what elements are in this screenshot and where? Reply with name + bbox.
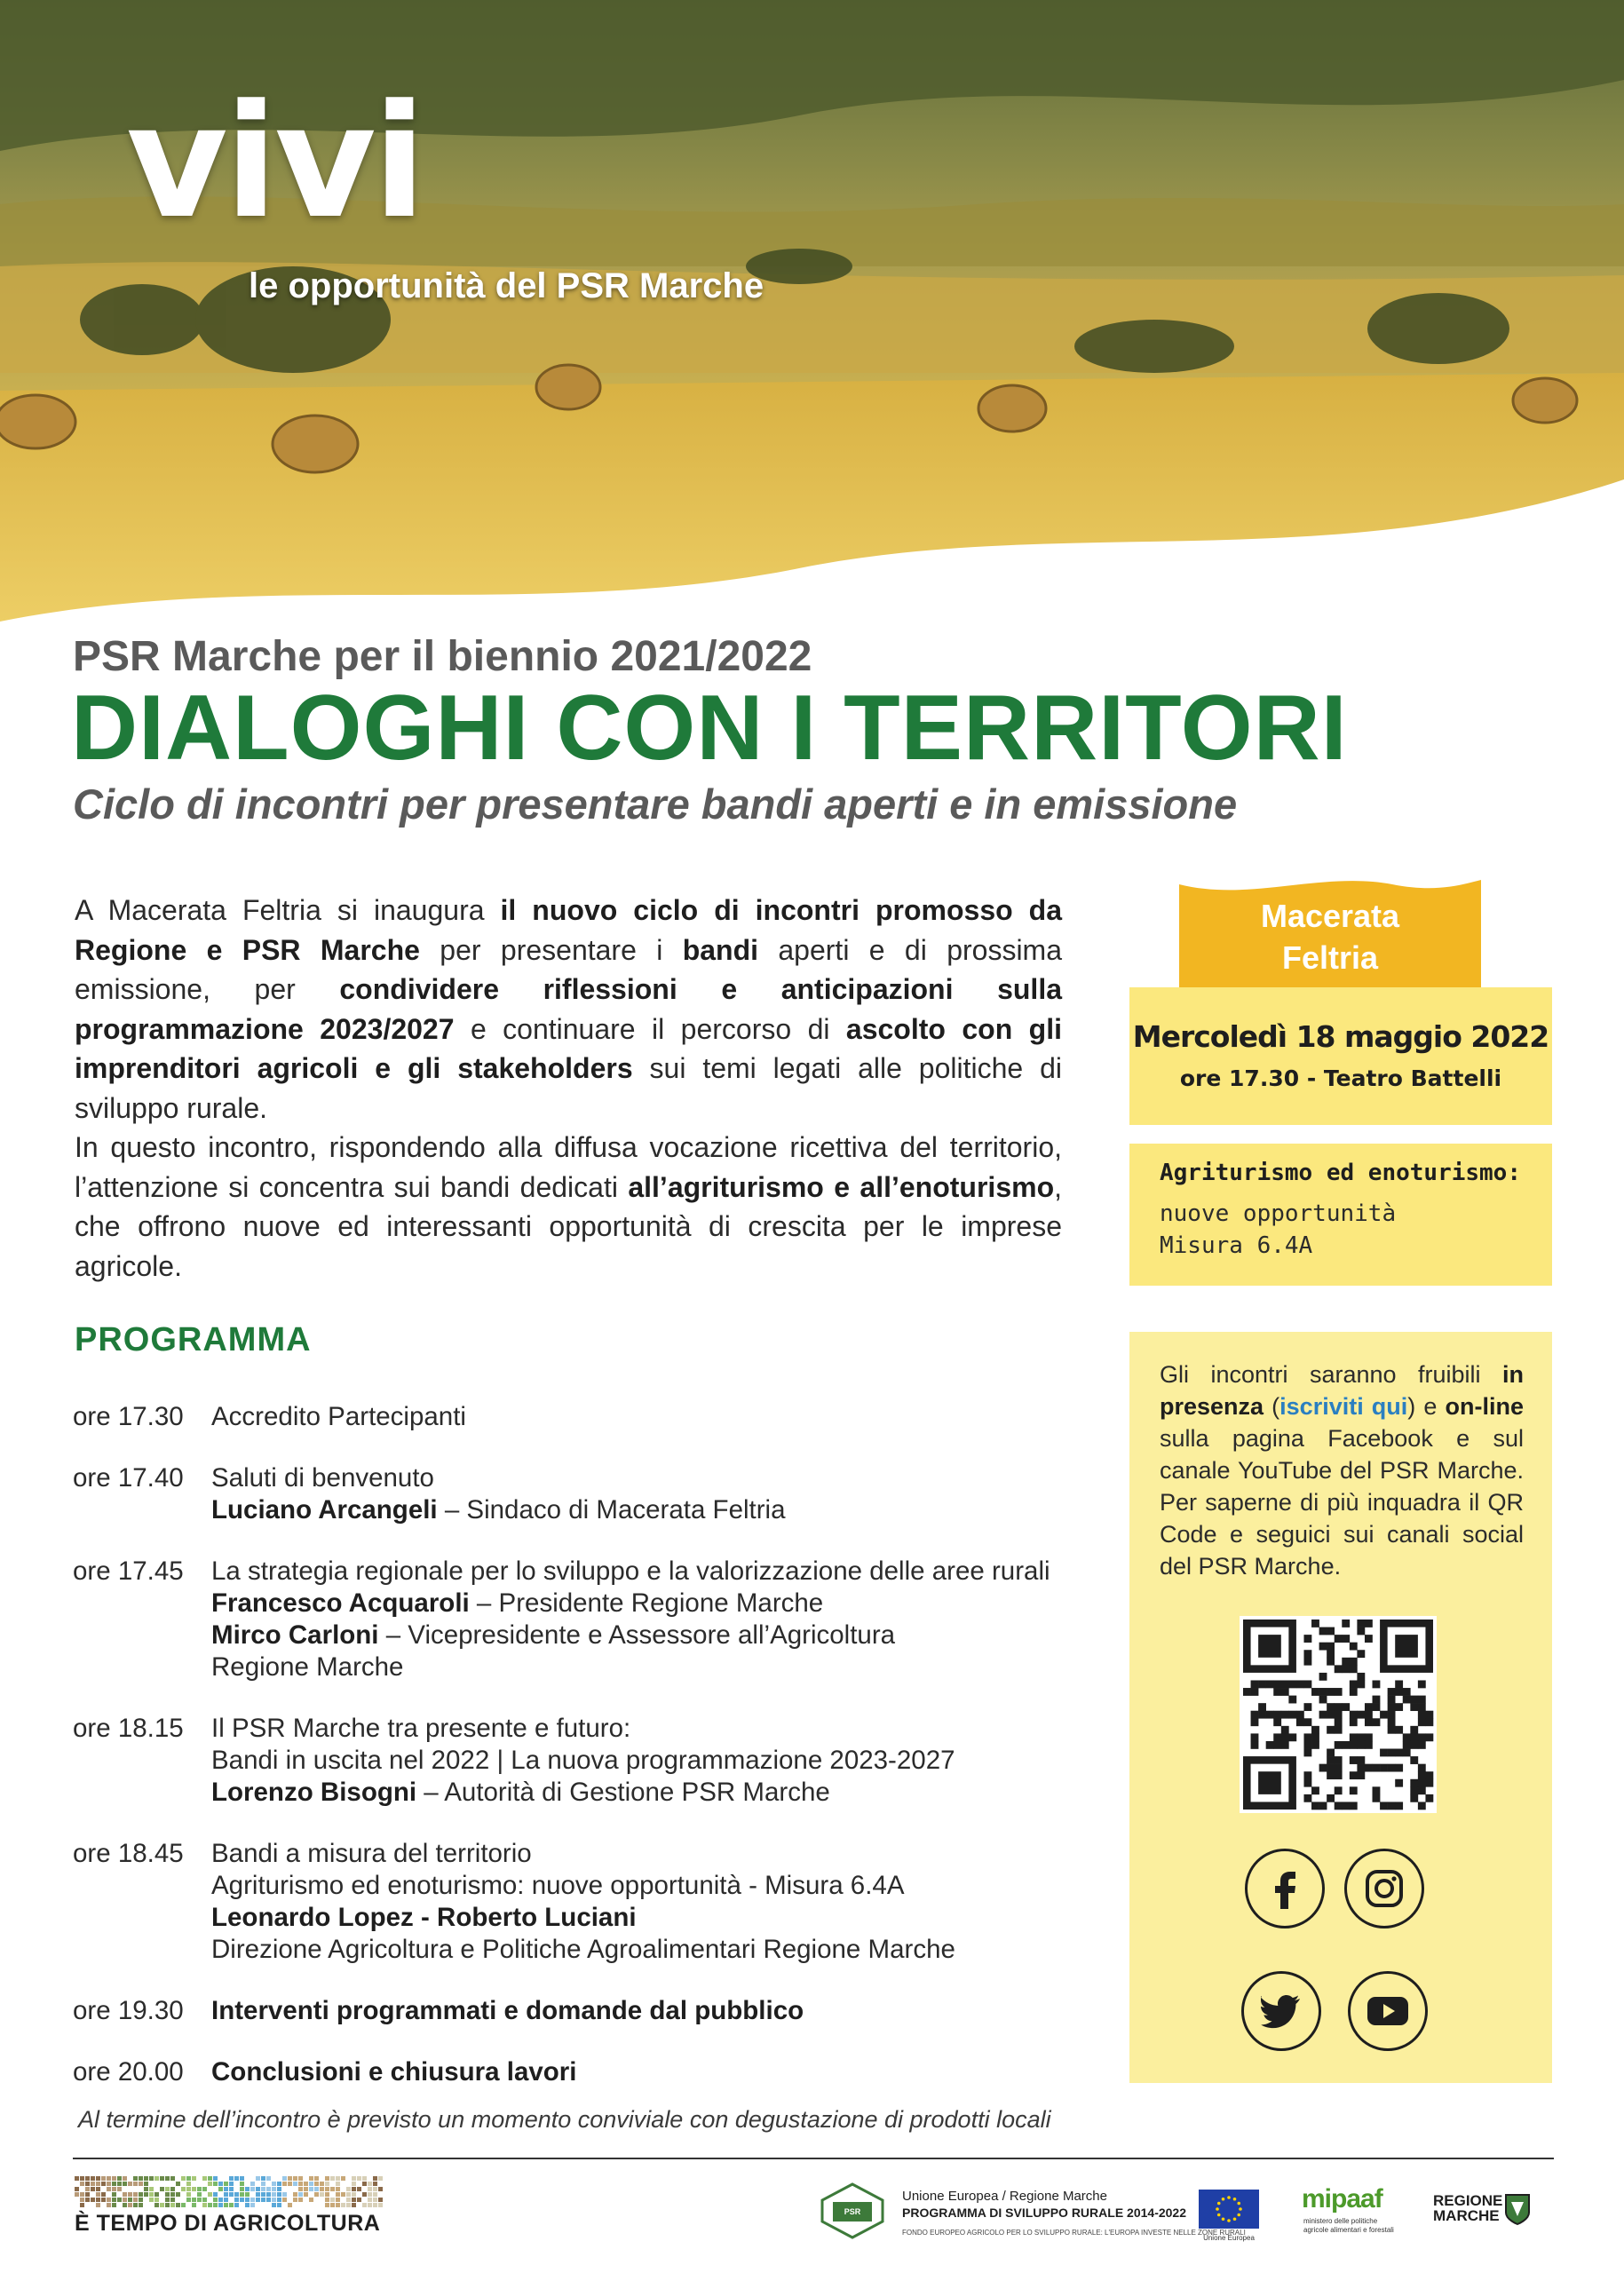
brand-vivi-logo: vivi <box>126 71 424 253</box>
footer-slogan: È TEMPO DI AGRICOLTURA <box>75 2211 381 2236</box>
instagram-button[interactable] <box>1344 1849 1424 1928</box>
schedule-time: ore 19.30 <box>73 1996 184 2025</box>
psr-marche-logo <box>820 2182 884 2239</box>
intro-p2-run-2: , che offrono nuove ed interessanti opportunità di crescita per le imprese agricole. <box>75 1170 1063 1282</box>
schedule-row <box>73 1556 1121 1683</box>
schedule-line: Conclusioni e chiusura lavori <box>211 2057 577 2087</box>
intro-p1-run-5: condividere riflessioni e anticipazioni sulla programmazione 2023/2027 <box>75 973 1062 1045</box>
top-subtitle: PSR Marche per il biennio 2021/2022 <box>73 633 812 680</box>
speaker-role: – Presidente Regione Marche <box>469 1588 824 1618</box>
schedule-line: La strategia regionale per lo sviluppo e la valorizzazione delle aree rurali <box>211 1556 1050 1586</box>
programma-heading: PROGRAMMA <box>75 1321 312 1358</box>
schedule-time: ore 17.30 <box>73 1402 184 1431</box>
event-city <box>1179 895 1481 978</box>
schedule-time: ore 17.40 <box>73 1463 184 1493</box>
schedule-line: Regione Marche <box>211 1652 404 1682</box>
info-text-3: ) e <box>1407 1393 1446 1420</box>
topic-description <box>1160 1198 1396 1262</box>
speaker-name: Francesco Acquaroli <box>211 1588 470 1618</box>
twitter-icon <box>1261 1993 1302 2029</box>
schedule-line: Bandi a misura del territorio <box>211 1839 532 1868</box>
schedule-list <box>73 1401 1121 2118</box>
intro-paragraph-1 <box>75 891 1062 1128</box>
intro-text <box>75 891 1062 1286</box>
schedule-time: ore 18.45 <box>73 1839 184 1868</box>
schedule-time: ore 20.00 <box>73 2057 184 2087</box>
program-label: PROGRAMMA DI SVILUPPO RURALE 2014-2022 <box>902 2206 1186 2220</box>
schedule-line <box>211 1777 1121 1809</box>
schedule-row <box>73 2056 1121 2088</box>
register-link[interactable]: iscriviti qui <box>1279 1393 1408 1420</box>
schedule-row <box>73 1713 1121 1809</box>
eu-region-label: Unione Europea / Regione Marche <box>902 2189 1107 2204</box>
info-text <box>1160 1358 1524 1582</box>
svg-text:PSR: PSR <box>844 2207 861 2216</box>
intro-p1-run-7: ascolto con gli imprenditori agricoli e gli stakeholders <box>75 1012 1062 1084</box>
schedule-row <box>73 1838 1121 1966</box>
event-time-place: ore 17.30 - Teatro Battelli <box>1179 1065 1502 1091</box>
speaker-role: – Autorità di Gestione PSR Marche <box>416 1778 830 1807</box>
footnote: Al termine dell’incontro è previsto un momento conviviale con degustazione di prodotti locali <box>78 2106 1051 2133</box>
speaker-name: Lorenzo Bisogni <box>211 1778 417 1807</box>
schedule-line: Interventi programmati e domande dal pubblico <box>211 1996 804 2025</box>
youtube-button[interactable] <box>1348 1971 1428 2051</box>
schedule-line <box>211 1494 1121 1526</box>
schedule-details <box>211 1713 1121 1809</box>
event-city-line-1: Macerata <box>1260 898 1400 934</box>
page-subtitle: Ciclo di incontri per presentare bandi aperti e in emissione <box>73 780 1238 828</box>
event-box <box>1129 987 1552 1125</box>
mipaaf-logo: mipaaf <box>1302 2184 1382 2214</box>
speaker-name: Mirco Carloni <box>211 1620 379 1650</box>
instagram-icon <box>1364 1868 1405 1909</box>
intro-p1-run-2: per presentare i <box>419 933 683 966</box>
speaker-role: – Vicepresidente e Assessore all’Agricoltura <box>378 1620 896 1650</box>
regione-marche-logo: REGIONE MARCHE <box>1433 2192 1503 2224</box>
speaker-role: – Sindaco di Macerata Feltria <box>437 1495 786 1525</box>
facebook-button[interactable] <box>1245 1849 1325 1928</box>
intro-p1-run-0: A Macerata Feltria si inaugura <box>75 894 501 926</box>
schedule-line: Il PSR Marche tra presente e futuro: <box>211 1714 631 1743</box>
info-text-2: ( <box>1264 1393 1280 1420</box>
brand-tagline: le opportunità del PSR Marche <box>249 266 764 305</box>
topic-line-2: Misura 6.4A <box>1160 1232 1313 1259</box>
info-in-presenza: in presenza <box>1160 1361 1524 1420</box>
regione-emblem-icon <box>1504 2193 1531 2225</box>
schedule-line: Bandi in uscita nel 2022 | La nuova programmazione 2023-2027 <box>211 1746 955 1775</box>
schedule-line: Leonardo Lopez - Roberto Luciani <box>211 1903 637 1932</box>
eu-flag-logo <box>1199 2190 1259 2229</box>
schedule-time: ore 18.15 <box>73 1714 184 1743</box>
topic-line-1: nuove opportunità <box>1160 1200 1397 1227</box>
twitter-button[interactable] <box>1241 1971 1321 2051</box>
intro-p1-run-4: aperti e di prossima emissione, per <box>75 933 1063 1005</box>
schedule-details <box>211 2056 1121 2088</box>
eu-label: Unione Europea <box>1203 2234 1255 2242</box>
schedule-line: Agriturismo ed enoturismo: nuove opportunità - Misura 6.4A <box>211 1871 905 1900</box>
intro-p1-run-8: sui temi legati alle politiche di sviluppo rurale. <box>75 1052 1062 1124</box>
schedule-details <box>211 1462 1121 1526</box>
schedule-line <box>211 1588 1121 1620</box>
schedule-row <box>73 1462 1121 1526</box>
intro-p2-run-1: all’agriturismo e all’enoturismo <box>628 1170 1055 1203</box>
intro-p2-run-0: In questo incontro, rispondendo alla diffusa vocazione ricettiva del territorio, l’attenzione si concentra sui bandi dedicati <box>75 1131 1062 1203</box>
info-text-4: sulla pagina Facebook e sul canale YouTube del PSR Marche. Per saperne di più inquadra il QR Code e seguici sui canali social del PSR Marche. <box>1160 1425 1524 1580</box>
qr-code[interactable] <box>1240 1616 1437 1813</box>
schedule-line: Saluti di benvenuto <box>211 1463 434 1493</box>
info-text-1: Gli incontri saranno fruibili <box>1160 1361 1502 1388</box>
schedule-details <box>211 1838 1121 1966</box>
schedule-line: Direzione Agricoltura e Politiche Agroalimentari Regione Marche <box>211 1935 955 1964</box>
schedule-time: ore 17.45 <box>73 1556 184 1586</box>
schedule-row <box>73 1995 1121 2027</box>
schedule-line <box>211 1620 1121 1651</box>
intro-paragraph-2 <box>75 1128 1062 1286</box>
schedule-row <box>73 1401 1121 1433</box>
footer-divider <box>73 2158 1554 2159</box>
event-city-line-2: Feltria <box>1281 939 1379 976</box>
topic-title: Agriturismo ed enoturismo: <box>1160 1160 1521 1186</box>
facebook-icon <box>1267 1866 1303 1911</box>
mosaic-banner-image <box>75 2176 385 2208</box>
page-title: DIALOGHI CON I TERRITORI <box>71 677 1348 780</box>
fund-label: FONDO EUROPEO AGRICOLO PER LO SVILUPPO RURALE: L'EUROPA INVESTE NELLE ZONE RURALI <box>902 2229 1246 2237</box>
schedule-details <box>211 1401 1121 1433</box>
mipaaf-subtitle: ministero delle politiche agricole alimentari e forestali <box>1303 2217 1394 2234</box>
schedule-details <box>211 1995 1121 2027</box>
intro-p1-run-1: il nuovo ciclo di incontri promosso da Regione e PSR Marche <box>75 894 1063 966</box>
schedule-details <box>211 1556 1121 1683</box>
event-date: Mercoledì 18 maggio 2022 <box>1132 1019 1549 1054</box>
schedule-line: Accredito Partecipanti <box>211 1402 466 1431</box>
speaker-name: Luciano Arcangeli <box>211 1495 438 1525</box>
intro-p1-run-6: e continuare il percorso di <box>454 1012 846 1045</box>
info-online: on-line <box>1445 1393 1524 1420</box>
intro-p1-run-3: bandi <box>682 933 759 966</box>
youtube-icon <box>1367 1995 1409 2027</box>
